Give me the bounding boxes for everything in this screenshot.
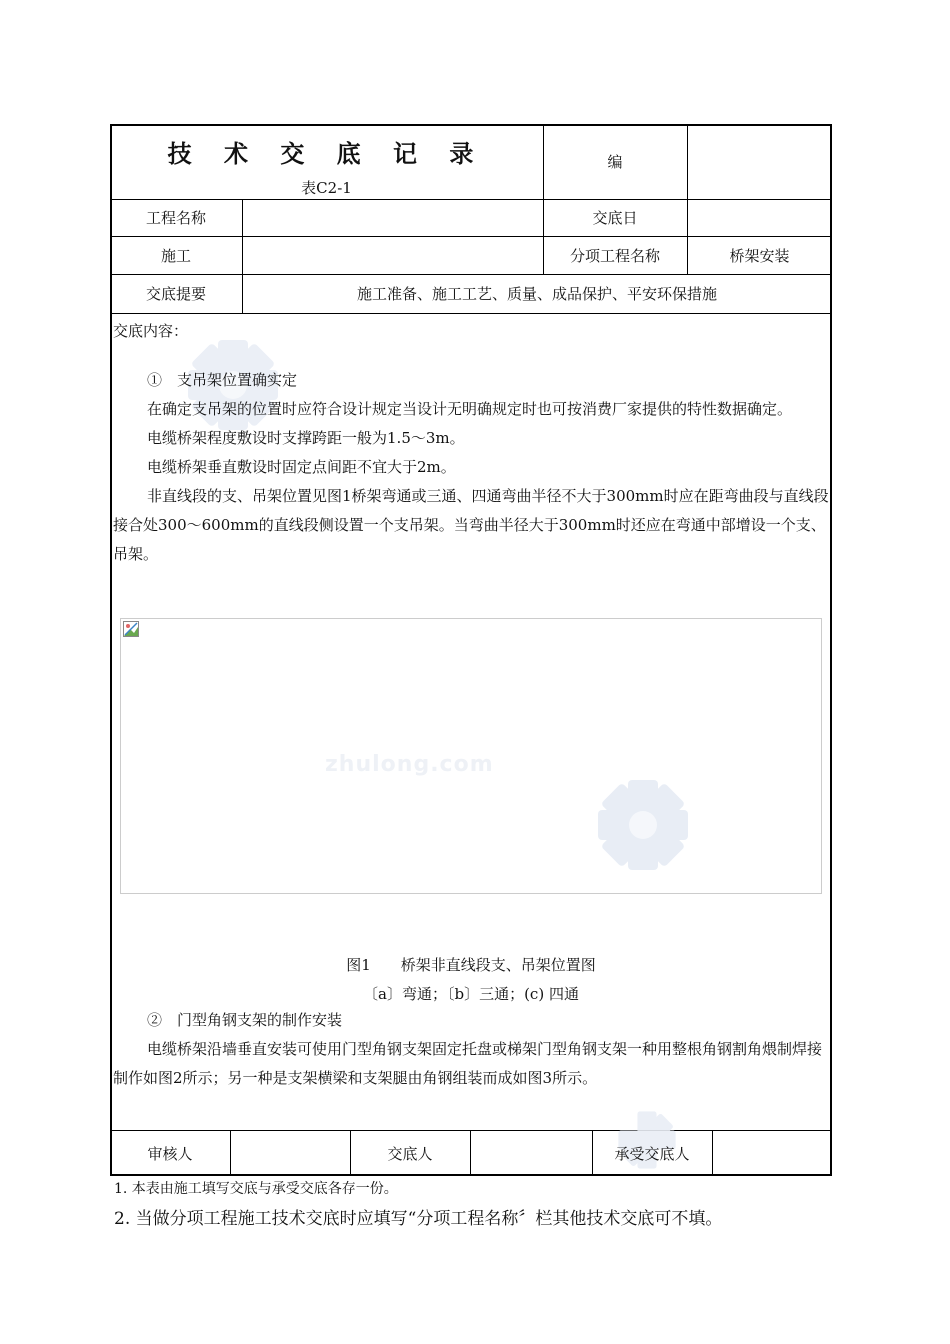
content-heading: 交底内容：	[113, 322, 189, 340]
reviewer-label: 审核人	[147, 1144, 193, 1163]
figure-subcaption: 〔a〕弯通；〔b〕三通；(c) 四通	[363, 985, 579, 1003]
summary-label: 交底提要	[145, 285, 206, 303]
receiver-label: 承受交底人	[614, 1144, 690, 1163]
paragraph: 电缆桥架垂直敷设时固定点间距不宜大于2m。	[147, 458, 456, 476]
discloser-field[interactable]	[470, 1130, 592, 1176]
paragraph: 电缆桥架沿墙垂直安装可使用门型角钢支架固定托盘或梯架门型角钢支架一种用整根角钢割角煨制焊接制作如图2所示；另一种是支架横梁和支架腿由角钢组装而成如图3所示。	[113, 1040, 823, 1087]
paragraph: 在确定支吊架的位置时应符合设计规定当设计无明确规定时也可按消费厂家提供的特性数据确定。	[147, 400, 793, 418]
figure-caption: 图1 桥架非直线段支、吊架位置图	[346, 956, 596, 974]
reviewer-field[interactable]	[230, 1130, 350, 1176]
broken-image-icon	[123, 621, 139, 637]
project-name-label: 工程名称	[145, 209, 206, 227]
edit-value-field[interactable]	[687, 124, 832, 199]
construction-field[interactable]	[242, 236, 543, 274]
subitem-label: 分项工程名称	[569, 246, 660, 265]
disclosure-content-continued	[113, 1006, 829, 1093]
summary-value: 施工准备、施工工艺、质量、成品保护、平安环保措施	[356, 285, 717, 303]
footnote-2: 2. 当做分项工程施工技术交底时应填写“分项工程名称〞栏其他技术交底可不填。	[114, 1209, 723, 1229]
section-1-heading: ① 支吊架位置确实定	[147, 371, 298, 389]
date-field[interactable]	[687, 199, 832, 236]
footnote-1: 1. 本表由施工填写交底与承受交底各存一份。	[114, 1181, 398, 1197]
paragraph: 电缆桥架程度敷设时支撑跨距一般为1.5～3m。	[147, 429, 465, 447]
disclosure-content	[113, 317, 829, 569]
discloser-label: 交底人	[387, 1144, 433, 1163]
watermark-text: zhulong.com	[325, 752, 494, 777]
paragraph: 非直线段的支、吊架位置见图1桥架弯通或三通、四通弯曲半径不大于300mm时应在距弯曲段与直线段接合处300～600mm的直线段侧设置一个支吊架。当弯曲半径大于300mm时还应在弯通中部增设一个支、吊架。	[113, 487, 829, 563]
construction-label: 施工	[160, 246, 191, 265]
receiver-field[interactable]	[712, 1130, 832, 1176]
date-label: 交底日	[592, 209, 638, 227]
row-divider	[110, 313, 832, 314]
form-number: 表C2-1	[301, 179, 352, 197]
section-2-heading: ② 门型角钢支架的制作安装	[147, 1011, 343, 1029]
subitem-value: 桥架安装	[729, 246, 790, 265]
project-name-field[interactable]	[242, 199, 543, 236]
edit-label: 编	[607, 153, 623, 171]
document-title: 技 术 交 底 记 录	[167, 139, 486, 168]
watermark-logo-icon	[588, 770, 698, 880]
